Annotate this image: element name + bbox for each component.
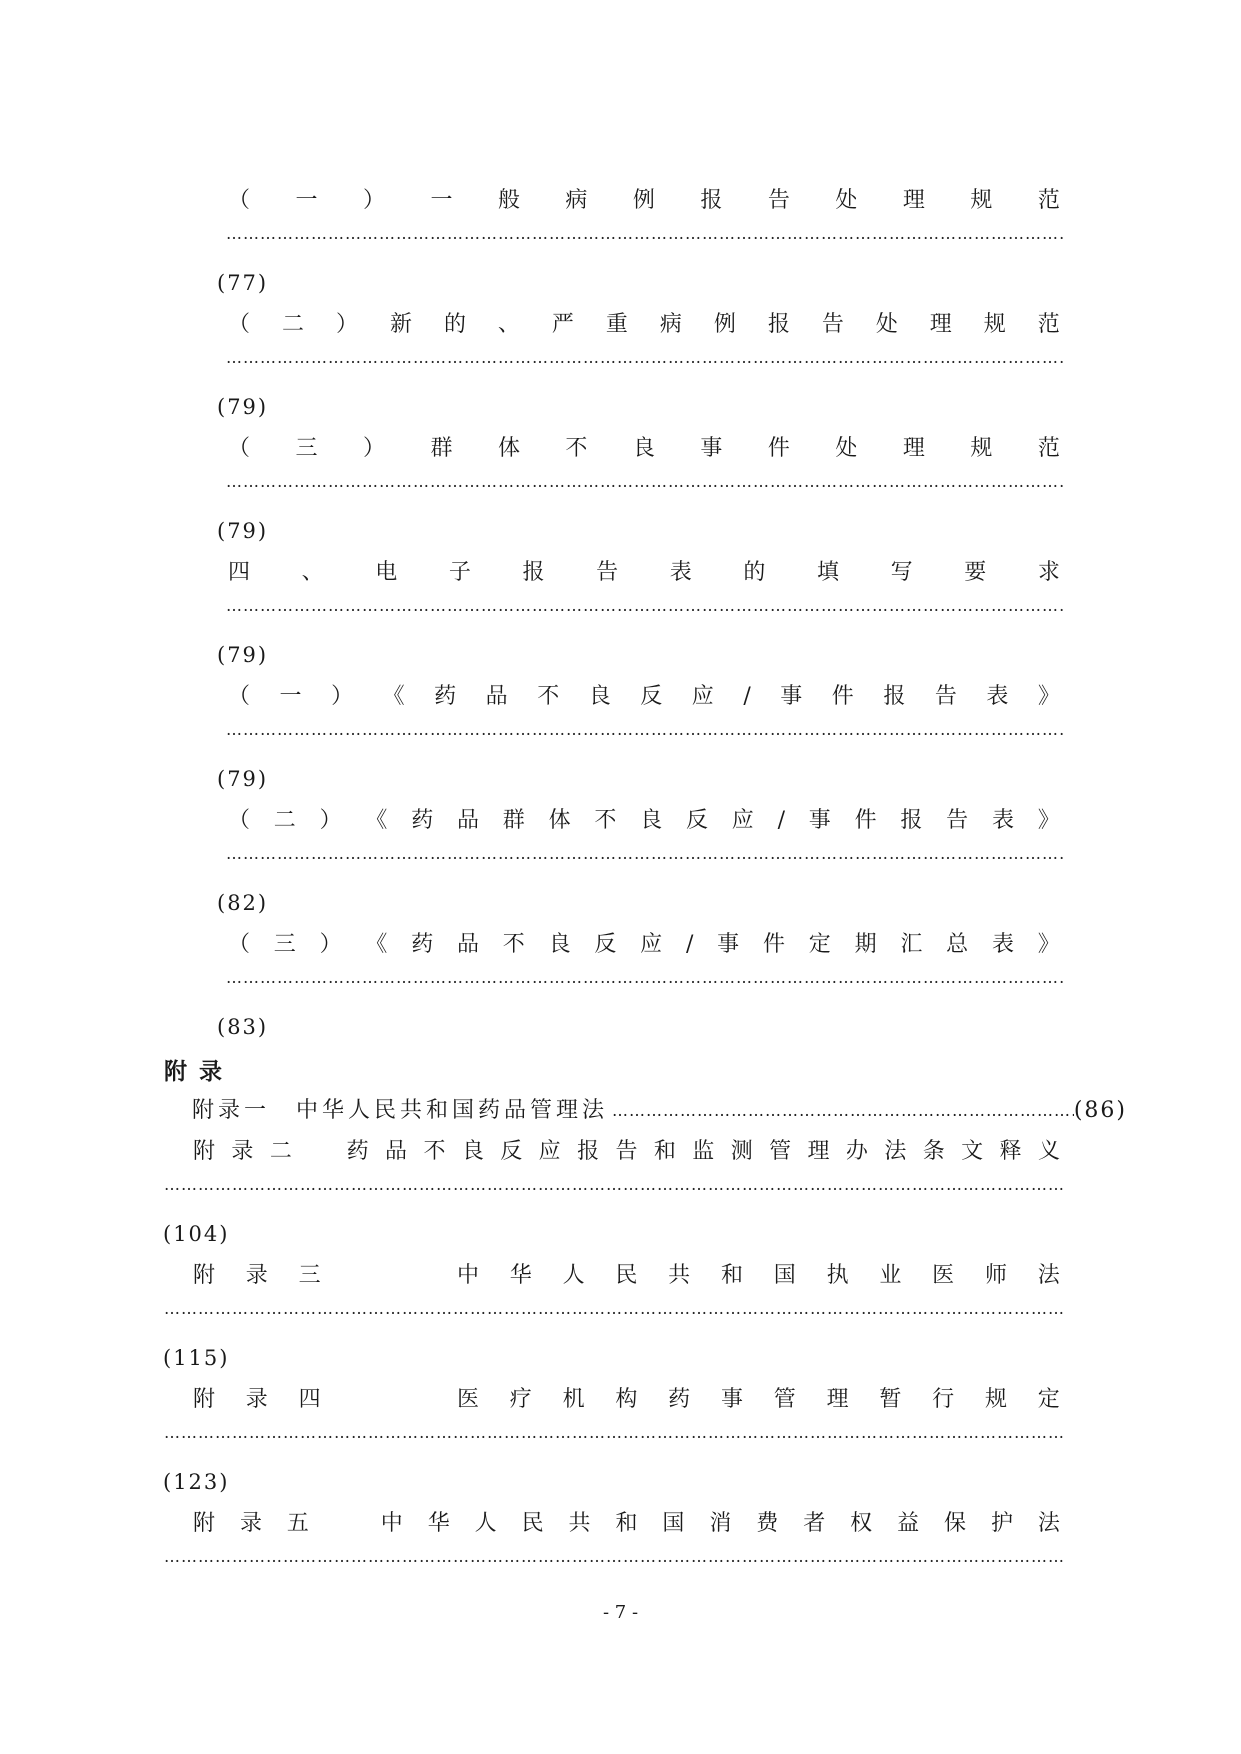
toc-char: 业 (879, 1263, 902, 1288)
toc-char: 告 (934, 684, 957, 709)
toc-char: 执 (826, 1263, 849, 1288)
toc-char: 护 (990, 1511, 1013, 1536)
toc-leader-dots (164, 1179, 1064, 1191)
toc-entry-title-0 (228, 186, 1060, 216)
toc-char: （ (228, 312, 251, 337)
toc-char: 录 (245, 1387, 268, 1412)
toc-page-number: (79) (217, 395, 269, 419)
toc-page-number: (86) (1073, 1098, 1127, 1123)
toc-char: 不 (565, 436, 588, 461)
toc-char: 理 (902, 188, 925, 213)
toc-char: 药 (668, 1387, 691, 1412)
toc-char: 医 (932, 1263, 955, 1288)
toc-char: 规 (970, 188, 993, 213)
toc-char: 规 (970, 436, 993, 461)
toc-char: （ (228, 808, 251, 833)
toc-entry-title-6 (228, 930, 1060, 960)
toc-char: 反 (685, 808, 708, 833)
toc-char: 构 (615, 1387, 638, 1412)
toc-char: 文 (961, 1139, 984, 1164)
toc-char: 严 (551, 312, 574, 337)
toc-char: 报 (900, 808, 923, 833)
toc-leader-dots (164, 1303, 1064, 1315)
toc-char: 处 (835, 188, 858, 213)
toc-char: 范 (1037, 188, 1060, 213)
toc-page-number: (115) (163, 1346, 230, 1370)
toc-char: 行 (932, 1387, 955, 1412)
toc-char: 病 (565, 188, 588, 213)
toc-char: ） (319, 808, 342, 833)
toc-char: 药 (411, 932, 434, 957)
toc-char: 人 (562, 1263, 585, 1288)
toc-char: 总 (946, 932, 969, 957)
toc-char: 反 (640, 684, 663, 709)
toc-char: （ (228, 684, 251, 709)
toc-char: 事 (720, 1387, 743, 1412)
toc-char: 应 (640, 932, 663, 957)
toc-char: 群 (430, 436, 453, 461)
toc-char: / (743, 684, 751, 709)
toc-char: 四 (298, 1387, 321, 1412)
toc-char: 华 (509, 1263, 532, 1288)
toc-char: 范 (1037, 436, 1060, 461)
toc-char: 例 (713, 312, 736, 337)
toc-page-number: (79) (217, 767, 269, 791)
toc-char: 事 (700, 436, 723, 461)
toc-char: 附 (193, 1263, 216, 1288)
toc-char: 反 (500, 1139, 523, 1164)
toc-char: 规 (984, 1387, 1007, 1412)
toc-page-number: (77) (217, 271, 269, 295)
page-number-footer: - 7 - (602, 1602, 639, 1623)
toc-entry-title-4 (228, 682, 1060, 712)
toc-char: 录 (245, 1263, 268, 1288)
toc-char: 附 (193, 1387, 216, 1412)
toc-page-number: (79) (217, 519, 269, 543)
toc-page-number: (104) (163, 1222, 230, 1246)
toc-char: 《 (365, 808, 388, 833)
toc-char: 子 (448, 560, 471, 585)
toc-char: 暂 (879, 1387, 902, 1412)
toc-char: （ (228, 436, 251, 461)
toc-char: ） (331, 684, 354, 709)
toc-char: 释 (999, 1139, 1022, 1164)
toc-entry-title-2 (228, 434, 1060, 464)
toc-char: 品 (385, 1139, 408, 1164)
toc-entry-appendix-one (192, 1096, 1127, 1126)
toc-char: 不 (502, 932, 525, 957)
toc-leader-dots (226, 228, 1064, 240)
toc-char: 和 (653, 1139, 676, 1164)
toc-char: 药 (411, 808, 434, 833)
toc-char: 表 (991, 932, 1014, 957)
toc-char: 二 (269, 1139, 292, 1164)
toc-char: 消 (709, 1511, 732, 1536)
toc-char: 办 (845, 1139, 868, 1164)
toc-char: ） (362, 188, 385, 213)
toc-char (404, 1261, 426, 1291)
toc-char: 求 (1037, 560, 1060, 585)
toc-char: 不 (537, 684, 560, 709)
toc-char: 品 (456, 932, 479, 957)
toc-char: 告 (821, 312, 844, 337)
toc-char: 应 (691, 684, 714, 709)
toc-char: 报 (767, 312, 790, 337)
toc-char: ） (319, 932, 342, 957)
toc-char: 人 (474, 1511, 497, 1536)
toc-page-number: (82) (217, 891, 269, 915)
toc-char: 益 (897, 1511, 920, 1536)
toc-char: 范 (1037, 312, 1060, 337)
toc-char: 《 (365, 932, 388, 957)
toc-entry-title: 附录一 中华人民共和国药品管理法 (192, 1098, 609, 1123)
toc-char: （ (228, 932, 251, 957)
toc-entry-title-3 (228, 558, 1060, 588)
toc-char: 附 (193, 1139, 216, 1164)
toc-char: 表 (991, 808, 1014, 833)
toc-char: 处 (875, 312, 898, 337)
toc-char: 药 (434, 684, 457, 709)
toc-char: 规 (983, 312, 1006, 337)
toc-char: 、 (301, 560, 324, 585)
toc-char: 条 (922, 1139, 945, 1164)
toc-char: 报 (700, 188, 723, 213)
toc-leader-dots (164, 1427, 1064, 1439)
toc-char: ） (335, 312, 358, 337)
toc-char: 二 (273, 808, 296, 833)
toc-char: 的 (443, 312, 466, 337)
toc-char: 告 (946, 808, 969, 833)
toc-char: 良 (461, 1139, 484, 1164)
toc-char: 医 (456, 1387, 479, 1412)
toc-char: 表 (986, 684, 1009, 709)
toc-char: 报 (883, 684, 906, 709)
toc-char: 重 (605, 312, 628, 337)
toc-char: 保 (944, 1511, 967, 1536)
toc-char: 五 (286, 1511, 309, 1536)
appendix-entry-title-0 (193, 1137, 1060, 1167)
toc-char: 体 (497, 436, 520, 461)
toc-page-number: (79) (217, 643, 269, 667)
toc-char: 体 (548, 808, 571, 833)
toc-char: 机 (562, 1387, 585, 1412)
toc-leader-dots (226, 972, 1064, 984)
toc-char: 汇 (900, 932, 923, 957)
toc-char: 三 (295, 436, 318, 461)
toc-char: 共 (668, 1263, 691, 1288)
toc-char: 管 (769, 1139, 792, 1164)
toc-char: 录 (239, 1511, 262, 1536)
toc-char: 定 (808, 932, 831, 957)
toc-char: 电 (375, 560, 398, 585)
toc-char: 要 (964, 560, 987, 585)
toc-char: 事 (717, 932, 740, 957)
toc-char: 理 (807, 1139, 830, 1164)
toc-char: 疗 (509, 1387, 532, 1412)
toc-char (404, 1385, 426, 1415)
toc-char: 理 (826, 1387, 849, 1412)
toc-char: / (777, 808, 785, 833)
toc-char: 反 (594, 932, 617, 957)
toc-char: 测 (730, 1139, 753, 1164)
toc-char: 病 (659, 312, 682, 337)
toc-char: 三 (298, 1263, 321, 1288)
toc-char: 民 (521, 1511, 544, 1536)
toc-char (308, 1137, 330, 1167)
toc-char: 告 (615, 1139, 638, 1164)
toc-char (334, 1509, 356, 1539)
toc-char: 共 (568, 1511, 591, 1536)
toc-char: 事 (780, 684, 803, 709)
toc-char: 《 (382, 684, 405, 709)
toc-entry-title-5 (228, 806, 1060, 836)
appendix-entry-title-1 (193, 1261, 1060, 1291)
toc-char: 、 (497, 312, 520, 337)
toc-char (351, 1385, 373, 1415)
toc-char: 应 (538, 1139, 561, 1164)
toc-char: 二 (281, 312, 304, 337)
toc-char: 良 (588, 684, 611, 709)
toc-entry-title-1 (228, 310, 1060, 340)
toc-char: 师 (984, 1263, 1007, 1288)
toc-char: 报 (522, 560, 545, 585)
toc-char: 件 (854, 808, 877, 833)
toc-leader-dots (226, 848, 1064, 860)
toc-char: 新 (389, 312, 412, 337)
toc-char: 良 (548, 932, 571, 957)
toc-char: ） (362, 436, 385, 461)
toc-char: 中 (456, 1263, 479, 1288)
toc-char: 应 (731, 808, 754, 833)
toc-leader-dots (164, 1551, 1064, 1563)
toc-char: 告 (767, 188, 790, 213)
toc-char: 报 (577, 1139, 600, 1164)
toc-char: 的 (743, 560, 766, 585)
toc-char: 理 (902, 436, 925, 461)
toc-char: 不 (423, 1139, 446, 1164)
toc-char: 义 (1037, 1139, 1060, 1164)
appendix-entry-title-3 (193, 1509, 1060, 1539)
toc-char: 例 (632, 188, 655, 213)
toc-char: 一 (279, 684, 302, 709)
toc-char: 法 (1037, 1511, 1060, 1536)
toc-char: 件 (762, 932, 785, 957)
toc-char: 附 (193, 1511, 216, 1536)
toc-char: 者 (803, 1511, 826, 1536)
appendix-heading: 附录 (164, 1058, 234, 1085)
toc-leader-dots (226, 724, 1064, 736)
appendix-entry-title-2 (193, 1385, 1060, 1415)
toc-char: 法 (1037, 1263, 1060, 1288)
toc-char (351, 1261, 373, 1291)
toc-char: 》 (1037, 808, 1060, 833)
toc-char: 录 (231, 1139, 254, 1164)
toc-char: 法 (884, 1139, 907, 1164)
toc-char: 品 (456, 808, 479, 833)
toc-char: 告 (596, 560, 619, 585)
toc-char: 事 (808, 808, 831, 833)
toc-char: 和 (615, 1511, 638, 1536)
toc-char: 期 (854, 932, 877, 957)
toc-char: 国 (662, 1511, 685, 1536)
toc-char: 品 (485, 684, 508, 709)
toc-char: 件 (831, 684, 854, 709)
toc-char: 填 (817, 560, 840, 585)
toc-char: 处 (835, 436, 858, 461)
toc-char: 民 (615, 1263, 638, 1288)
toc-char: 定 (1037, 1387, 1060, 1412)
toc-char: 》 (1037, 684, 1060, 709)
toc-char: 华 (427, 1511, 450, 1536)
toc-char: （ (228, 188, 251, 213)
toc-char: 中 (380, 1511, 403, 1536)
toc-char: 件 (767, 436, 790, 461)
toc-char: 监 (692, 1139, 715, 1164)
toc-char: 良 (640, 808, 663, 833)
toc-char: 群 (502, 808, 525, 833)
toc-page-number: (123) (163, 1470, 230, 1494)
toc-char: 良 (632, 436, 655, 461)
toc-char: 一 (295, 188, 318, 213)
toc-leader-dots (608, 1096, 1074, 1126)
toc-leader-dots (226, 352, 1064, 364)
toc-page-number: (83) (217, 1015, 269, 1039)
toc-leader-dots (226, 476, 1064, 488)
toc-char: 理 (929, 312, 952, 337)
toc-leader-dots (226, 600, 1064, 612)
toc-char: 药 (346, 1139, 369, 1164)
toc-char: 一 (430, 188, 453, 213)
toc-char: 国 (773, 1263, 796, 1288)
toc-char: 写 (890, 560, 913, 585)
toc-char: 表 (669, 560, 692, 585)
toc-char: 四 (228, 560, 251, 585)
toc-char: 》 (1037, 932, 1060, 957)
toc-char: 和 (720, 1263, 743, 1288)
toc-char: 般 (497, 188, 520, 213)
toc-char: 费 (756, 1511, 779, 1536)
toc-char: 管 (773, 1387, 796, 1412)
toc-char: 权 (850, 1511, 873, 1536)
toc-char: / (685, 932, 694, 957)
toc-char: 三 (273, 932, 296, 957)
toc-char: 不 (594, 808, 617, 833)
